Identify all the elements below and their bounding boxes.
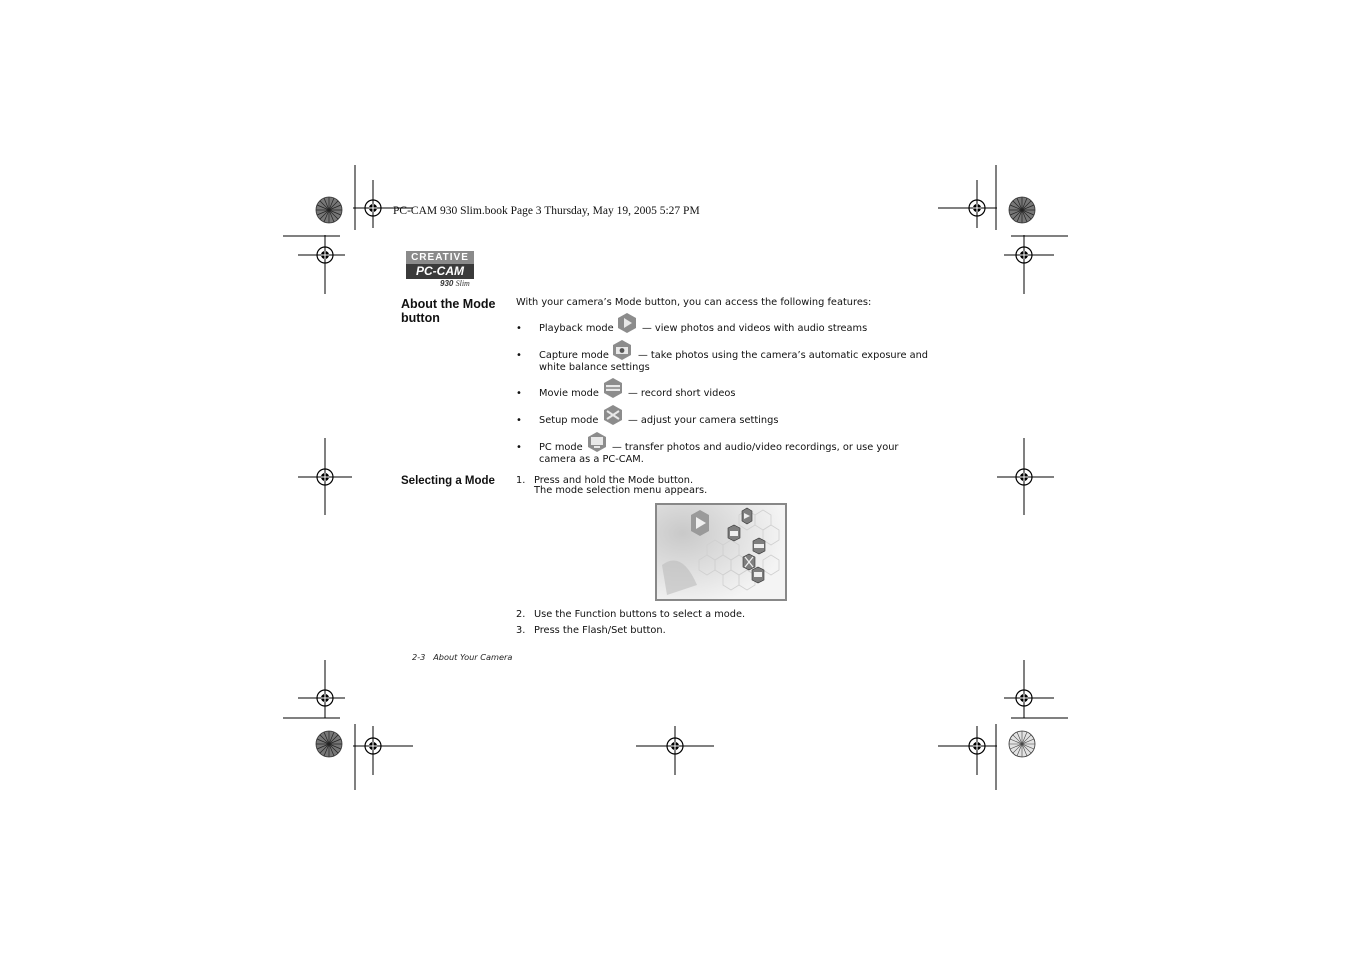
step-number: 2.	[516, 609, 526, 620]
movie-mode-desc: — record short videos	[628, 388, 736, 399]
chapter-title: About Your Camera	[433, 652, 513, 662]
section-heading-selecting-mode: Selecting a Mode	[401, 475, 495, 487]
playback-mode-label: Playback mode	[539, 323, 614, 334]
bullet: •	[516, 350, 522, 361]
movie-mode-label: Movie mode	[539, 388, 599, 399]
logo-model	[440, 279, 470, 288]
playback-mode-icon	[617, 313, 637, 333]
setup-mode-icon	[603, 405, 623, 425]
setup-mode-label: Setup mode	[539, 415, 599, 426]
page-number: 2-3	[412, 652, 426, 662]
playback-mode-desc: — view photos and videos with audio streams	[642, 323, 868, 334]
step-number: 1.	[516, 475, 526, 486]
creative-pc-cam-logo	[406, 251, 476, 291]
bullet: •	[516, 323, 522, 334]
section-heading-mode-button: About the Mode button	[401, 297, 496, 325]
capture-mode-desc-line2: white balance settings	[539, 362, 650, 373]
capture-mode-label: Capture mode	[539, 350, 609, 361]
bullet: •	[516, 442, 522, 453]
mode-selection-menu-image	[655, 503, 787, 601]
step-3-text: Press the Flash/Set button.	[534, 625, 666, 636]
mode-menu-illustration	[657, 505, 785, 599]
step-number: 3.	[516, 625, 526, 636]
logo-variant: Slim	[455, 279, 470, 288]
step-1-text: Press and hold the Mode button.	[534, 475, 694, 486]
movie-mode-icon	[603, 378, 623, 398]
mode-intro: With your camera’s Mode button, you can access the following features:	[516, 297, 872, 308]
logo-product: PC-CAM	[406, 264, 474, 279]
step-1-result: The mode selection menu appears.	[534, 485, 708, 496]
step-2-text: Use the Function buttons to select a mode.	[534, 609, 746, 620]
page-footer	[412, 652, 512, 662]
capture-mode-icon	[612, 340, 632, 360]
capture-mode-desc: — take photos using the camera’s automatic exposure and	[638, 350, 929, 361]
book-slug: PC-CAM 930 Slim.book Page 3 Thursday, May 19, 2005 5:27 PM	[393, 205, 700, 217]
pc-mode-desc-line2: camera as a PC-CAM.	[539, 454, 644, 465]
logo-model-number: 930	[440, 279, 454, 288]
bullet: •	[516, 415, 522, 426]
pc-mode-icon	[587, 432, 607, 452]
pc-mode-label: PC mode	[539, 442, 583, 453]
bullet: •	[516, 388, 522, 399]
pc-mode-desc: — transfer photos and audio/video recordings, or use your	[612, 442, 899, 453]
logo-brand: CREATIVE	[406, 251, 474, 264]
setup-mode-desc: — adjust your camera settings	[628, 415, 779, 426]
